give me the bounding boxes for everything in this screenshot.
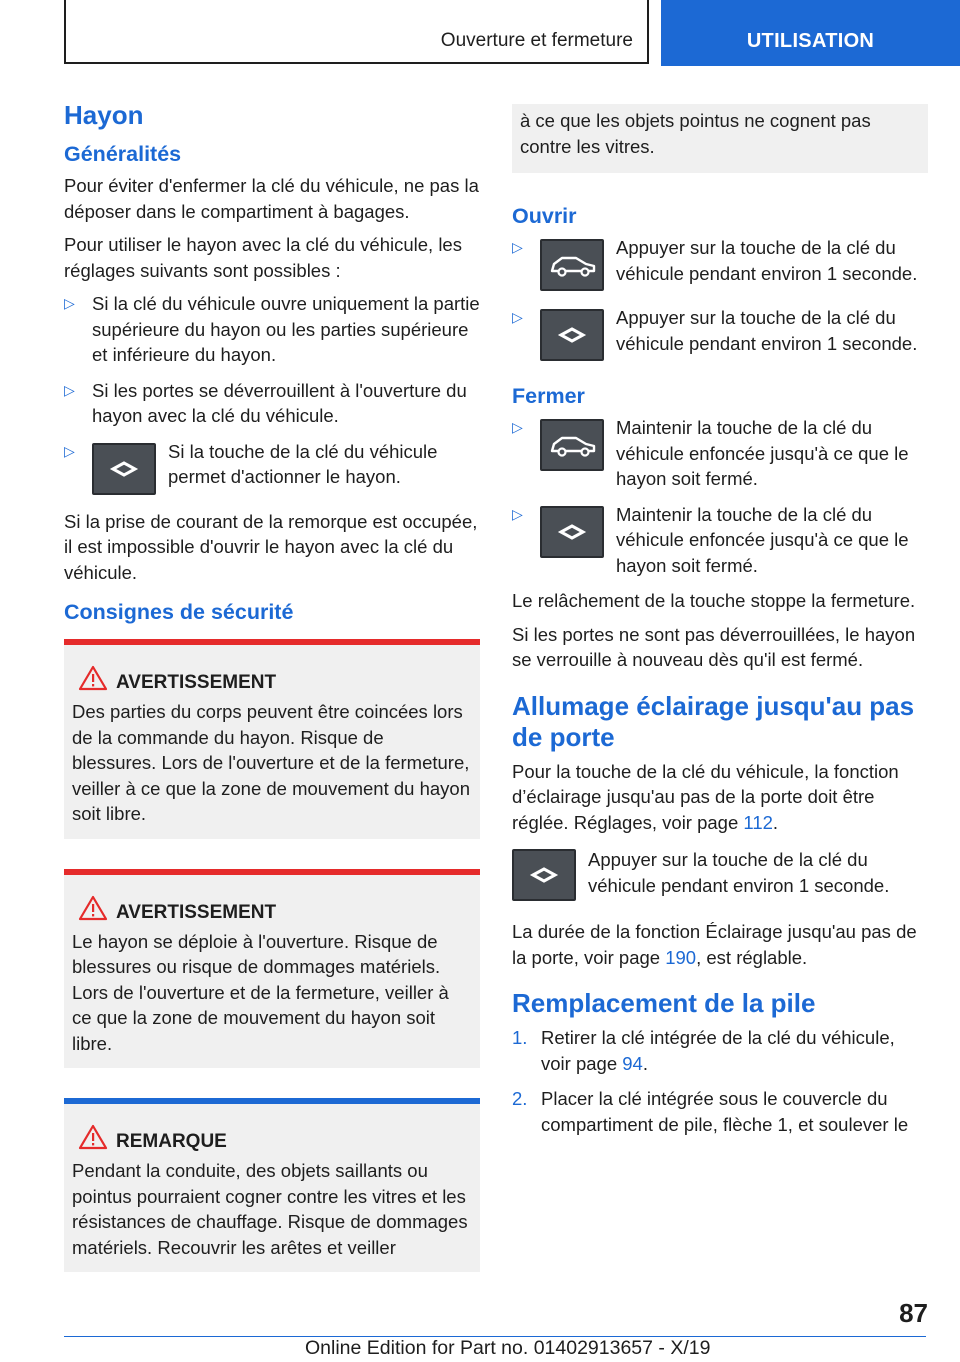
paragraph: Si la prise de courant de la remorque est occupée, il est impossible d'ouvrir le hayon avec la clé du véhicule. (64, 510, 478, 583)
warning-box (64, 639, 480, 839)
list-item (64, 439, 480, 499)
paragraph: Pour éviter d'enfermer la clé du véhicule, ne pas la déposer dans le compartiment à bagages. (64, 175, 479, 222)
triangle-bullet-icon: ▷ (512, 419, 523, 435)
triangle-bullet-icon: ▷ (512, 505, 523, 522)
step-number: 2. (512, 1088, 528, 1109)
list-item (512, 305, 928, 365)
warning-title: AVERTISSEMENT (72, 895, 472, 925)
triangle-bullet-icon: ▷ (512, 309, 523, 325)
page-header (0, 0, 960, 66)
chapter-tab-label: UTILISATION (746, 30, 875, 52)
page-link[interactable]: 190 (665, 946, 697, 968)
tailgate-button-icon (540, 309, 604, 361)
paragraph: Pour utiliser le hayon avec la clé du véhicule, les réglages suivants sont possibles : (64, 234, 462, 281)
tailgate-button-icon (92, 443, 156, 495)
note-text: Pendant la conduite, des objets saillants ou pointus pourraient cogner contre les vitres et les résistances de chauffage. Risque de dommages matériels. Recouvrir les arêtes et veiller (72, 1160, 468, 1258)
list-item-text: Maintenir la touche de la clé du véhicule enfoncée jusqu'à ce que le hayon soit fermé. (616, 503, 909, 576)
list-item (64, 378, 480, 429)
list-item-text: Appuyer sur la touche de la clé du véhicule pendant environ 1 seconde. (616, 307, 918, 354)
paragraph: Si les portes ne sont pas déverrouillées, le hayon se verrouille à nouveau dès qu'il est fermé. (512, 623, 916, 670)
paragraph: Pour la touche de la clé du véhicule, la fonction d’éclairage jusqu'au pas de la porte doit être réglée. Réglages, voir page 112. (512, 760, 899, 833)
car-tailgate-button-icon (540, 419, 604, 471)
chapter-tab[interactable] (661, 0, 960, 66)
right-column (512, 104, 928, 1147)
section-title: Ouverture et fermeture (440, 30, 633, 51)
numbered-step: 2. Placer la clé intégrée sous le couvercle du compartiment de pile, flèche 1, et soulever le (512, 1088, 909, 1135)
heading-consignes: Consignes de sécurité (64, 600, 294, 624)
list-item-text: Si la clé du véhicule ouvre uniquement la partie supérieure du hayon ou les parties supérieure et inférieure du hayon. (92, 293, 480, 365)
key-instruction (512, 847, 928, 905)
tailgate-button-icon (512, 849, 576, 901)
list-item-text: Maintenir la touche de la clé du véhicule enfoncée jusqu'à ce que le hayon soit fermé. (616, 417, 909, 489)
list-item (64, 291, 480, 368)
list-item (512, 235, 928, 295)
heading-hayon: Hayon (64, 100, 144, 130)
step-number: 1. (512, 1027, 528, 1048)
triangle-bullet-icon: ▷ (512, 239, 523, 255)
warning-triangle-icon (78, 665, 108, 691)
page-number: 87 (899, 1298, 928, 1328)
triangle-bullet-icon: ▷ (64, 295, 75, 311)
note-box (64, 1098, 480, 1272)
page-link[interactable]: 94 (622, 1052, 643, 1074)
heading-fermer: Fermer (512, 384, 585, 408)
warning-text: Le hayon se déploie à l'ouverture. Risque de blessures ou risque de dommages matériels. Lors de l'ouverture et de la fermeture, veiller à ce que la zone de mouvement du hayon soit libre. (72, 930, 449, 1054)
warning-title: AVERTISSEMENT (72, 665, 472, 695)
key-instruction-text: Appuyer sur la touche de la clé du véhicule pendant environ 1 seconde. (588, 849, 890, 896)
heading-allumage: Allumage éclairage jusqu'au pas de porte (512, 690, 915, 752)
triangle-bullet-icon: ▷ (64, 381, 75, 398)
heading-pile: Remplacement de la pile (512, 988, 816, 1018)
page-link[interactable]: 112 (743, 811, 773, 833)
note-title: REMARQUE (72, 1124, 472, 1154)
tailgate-button-icon (540, 506, 604, 558)
footer-edition: Online Edition for Part no. 01402913657 - X/19 (305, 1337, 711, 1359)
heading-ouvrir: Ouvrir (512, 204, 577, 228)
paragraph: Le relâchement de la touche stoppe la fermeture. (512, 590, 916, 611)
heading-generalites: Généralités (64, 142, 182, 166)
list-item-text: Si la touche de la clé du véhicule permet d'actionner le hayon. (168, 440, 438, 487)
numbered-step: 1. Retirer la clé intégrée de la clé du véhicule, voir page 94. (512, 1027, 895, 1074)
triangle-bullet-icon: ▷ (64, 442, 75, 459)
car-tailgate-button-icon (540, 239, 604, 291)
warning-box (64, 869, 480, 1069)
list-item (512, 415, 928, 492)
list-item-text: Si les portes se déverrouillent à l'ouverture du hayon avec la clé du véhicule. (92, 379, 467, 426)
section-title-box (64, 0, 649, 64)
warning-triangle-icon (78, 895, 108, 921)
list-item (512, 502, 928, 579)
left-column (64, 100, 480, 1272)
list-item-text: Appuyer sur la touche de la clé du véhicule pendant environ 1 seconde. (616, 237, 918, 284)
paragraph: La durée de la fonction Éclairage jusqu'au pas de la porte, voir page 190, est réglable. (512, 921, 917, 968)
warning-triangle-icon (78, 1124, 108, 1150)
warning-text: Des parties du corps peuvent être coincées lors de la commande du hayon. Risque de blessures. Lors de l'ouverture et de la fermeture, veiller à ce que la zone de mouvement du hayon soit libre. (72, 701, 471, 824)
note-continuation: à ce que les objets pointus ne cognent pas contre les vitres. (512, 104, 928, 173)
